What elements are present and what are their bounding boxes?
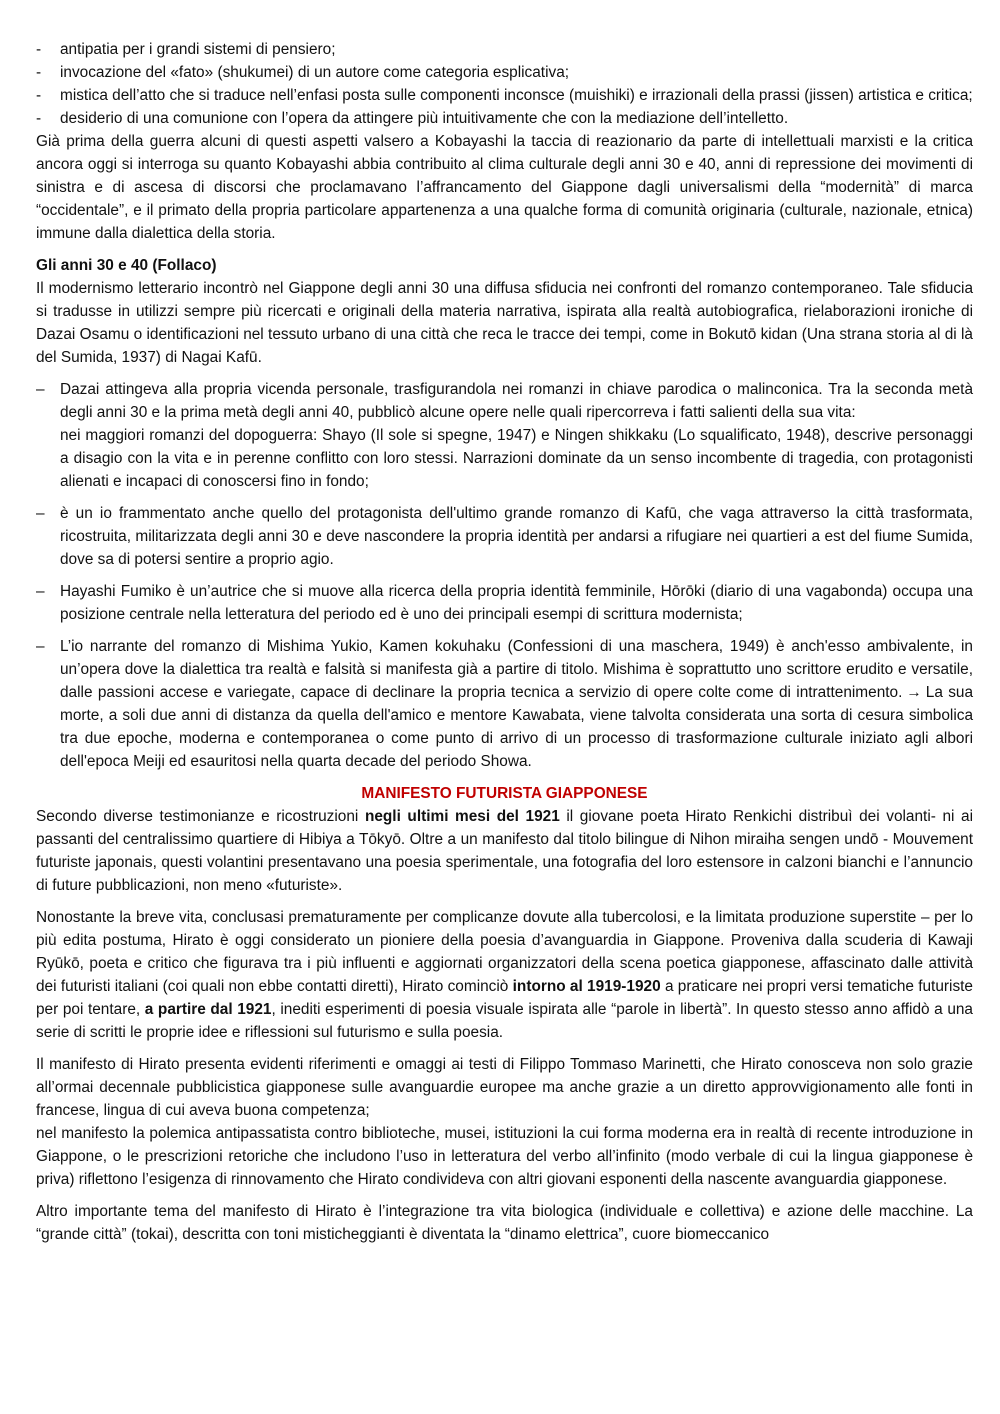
paragraph-kobayashi: Già prima della guerra alcuni di questi aspetti valsero a Kobayashi la taccia di reazionario da parte di intellettuali marxisti e la critica ancora oggi si interroga su quanto Kobayashi abbia contribuito al clima culturale degli anni 30 e 40, anni di repressione dei movimenti di sinistra e di ascesa di discorsi che proclamavano l’affrancamento del Giappone dagli universalismi della “modernità” di marca “occidentale”, e il primato della propria particolare appartenenza a una qualche forma di comunità originaria (culturale, nazionale, etnica) immune dalla dialettica della storia. (36, 133, 973, 242)
list-bullet: – (36, 638, 45, 655)
paragraph-macchine: Altro importante tema del manifesto di Hirato è l’integrazione tra vita biologica (individuale e collettiva) e azione delle macchine. La “grande città” (tokai), descritta con toni misticheggianti è diventata la “dinamo elettrica”, cuore biomeccanico (36, 1203, 973, 1243)
list-item-mishima: – L’io narrante del romanzo di Mishima Yukio, Kamen kokuhaku (Confessioni di una maschera, 1949) è anch'esso ambivalente, in un’opera dove la dialettica tra realtà e falsità si manifesta già a partire di titolo. Mishima è soprattutto uno scrittore erudito e versatile, dalle passioni accese e variegate, capace di declinare la propria tecnica a servizio di opere colte come di intrattenimento. → La sua morte, a soli due anni di distanza da quella dell'amico e mentore Kawabata, viene talvolta considerata una sorta di cesura simbolica tra due epoche, moderna e contemporanea o come punto di arrivo di un processo di trasformazione culturale iniziato agli albori dell'epoca Meiji ed esauritosi nella quarta decade del periodo Showa. (36, 635, 973, 773)
list-bullet: – (36, 505, 45, 522)
paragraph-modernismo: Il modernismo letterario incontrò nel Giappone degli anni 30 una diffusa sfiducia nei confronti del romanzo contemporaneo. Tale sfiducia si tradusse in utilizzi sempre più ricercati e originali della materia narrativa, ispirata alla realtà autobiografica, rielaborazioni ironiche di Dazai Osamu o identificazioni nel tessuto urbano di una città che reca le tracce dei tempi, come in Bokutō kidan (Una strana storia al di là del Sumida, 1937) di Nagai Kafū. (36, 280, 973, 366)
authors-list (36, 378, 973, 773)
list-bullet: – (36, 381, 45, 398)
list-item: - antipatia per i grandi sistemi di pensiero; (36, 38, 973, 61)
intro-list (36, 38, 973, 130)
list-bullet: - (36, 87, 42, 104)
paragraph-hirato-pioniere: Nonostante la breve vita, conclusasi prematuramente per complicanze dovute alla tubercolosi, e la limitata produzione superstite – per lo più edita postuma, Hirato è oggi considerato un pioniere della poesia d’avanguardia in Giappone. Proveniva dalla scuderia di Kawaji Ryūkō, poeta e critico che figurava tra i più influenti e aggiornati organizzatori della scena poetica giapponese, affascinato dalle attività dei futuristi italiani (coi quali non ebbe contatti diretti), Hirato cominciò intorno al 1919-1920 a praticare nei propri versi tematiche futuriste per poi tentare, a partire dal 1921, inediti esperimenti di poesia visuale ispirata alle “parole in libertà”. In questo stesso anno affidò a una serie di scritti le proprie idee e riflessioni sul futurismo e sulla poesia. (36, 909, 973, 1041)
list-bullet: - (36, 64, 42, 81)
paragraph-marinetti: Il manifesto di Hirato presenta evidenti riferimenti e omaggi ai testi di Filippo Tommaso Marinetti, che Hirato conosceva non solo grazie all’ormai decennale pubblicistica giapponese sulle avanguardie europee ma anche grazie a un diretto approvvigionamento alle fonti in francese, lingua di cui aveva buona competenza; (36, 1056, 973, 1119)
arrow-right-icon: → (906, 684, 922, 701)
list-item-dazai: – Dazai attingeva alla propria vicenda personale, trasfigurandola nei romanzi in chiave parodica o malinconica. Tra la seconda metà degli anni 30 e la prima metà degli anni 40, pubblicò alcune opere nelle quali ripercorreva i fatti salienti della sua vita: nei maggiori romanzi del dopoguerra: Shayo (Il sole si spegne, 1947) e Ningen shikkaku (Lo squalificato, 1948), descrive personaggi a disagio con la vita e in perenne conflitto con loro stessi. Narrazioni dominate da un senso incombente di tragedia, con protagonisti alienati e incapaci di conoscersi fino in fondo; (36, 378, 973, 493)
list-bullet: – (36, 583, 45, 600)
section-heading-follaco: Gli anni 30 e 40 (Follaco) (36, 257, 217, 274)
list-item: - mistica dell’atto che si traduce nell’enfasi posta sulle componenti inconsce (muishiki) e irrazionali della prassi (jissen) artistica e critica; (36, 84, 973, 107)
list-item-hayashi: – Hayashi Fumiko è un’autrice che si muove alla ricerca della propria identità femminile, Hōrōki (diario di una vagabonda) occupa una posizione centrale nella letteratura del periodo ed è uno dei principali esempi di scrittura modernista; (36, 580, 973, 626)
list-item: - invocazione del «fato» (shukumei) di un autore come categoria esplicativa; (36, 61, 973, 84)
paragraph-antipassatista: nel manifesto la polemica antipassatista contro biblioteche, musei, istituzioni la cui forma moderna era in realtà di recente introduzione in Giappone, o le prescrizioni retoriche che includono l’uso in letteratura del verbo all’infinito (modo verbale di cui la lingua giapponese è priva) riflettono l’esigenza di rinnovamento che Hirato condivideva con altri giovani esponenti della nascente avanguardia giapponese. (36, 1125, 973, 1188)
list-bullet: - (36, 110, 42, 127)
list-bullet: - (36, 41, 42, 58)
list-item-kafu: – è un io frammentato anche quello del protagonista dell'ultimo grande romanzo di Kafū, che vaga attraverso la città trasformata, ricostruita, militarizzata degli anni 30 e deve nascondere la propria identità per andarsi a rifugiare nei quartieri a est del fiume Sumida, dove sa di potersi sentire a proprio agio. (36, 502, 973, 571)
list-item: - desiderio di una comunione con l’opera da attingere più intuitivamente che con la mediazione dell’intelletto. (36, 107, 973, 130)
paragraph-hirato-volantini: Secondo diverse testimonianze e ricostruzioni negli ultimi mesi del 1921 il giovane poeta Hirato Renkichi distribuì dei volanti- ni ai passanti del centralissimo quartiere di Hibiya a Tōkyō. Oltre a un manifesto dal titolo bilingue di Nihon miraiha sengen undō - Mouvement futuriste japonais, questi volantini presentavano una poesia sperimentale, una fotografia del loro estensore in calzoni bianchi e l’annuncio di future pubblicazioni, non meno «futuriste». (36, 808, 973, 894)
section-title-manifesto: MANIFESTO FUTURISTA GIAPPONESE (361, 785, 648, 802)
